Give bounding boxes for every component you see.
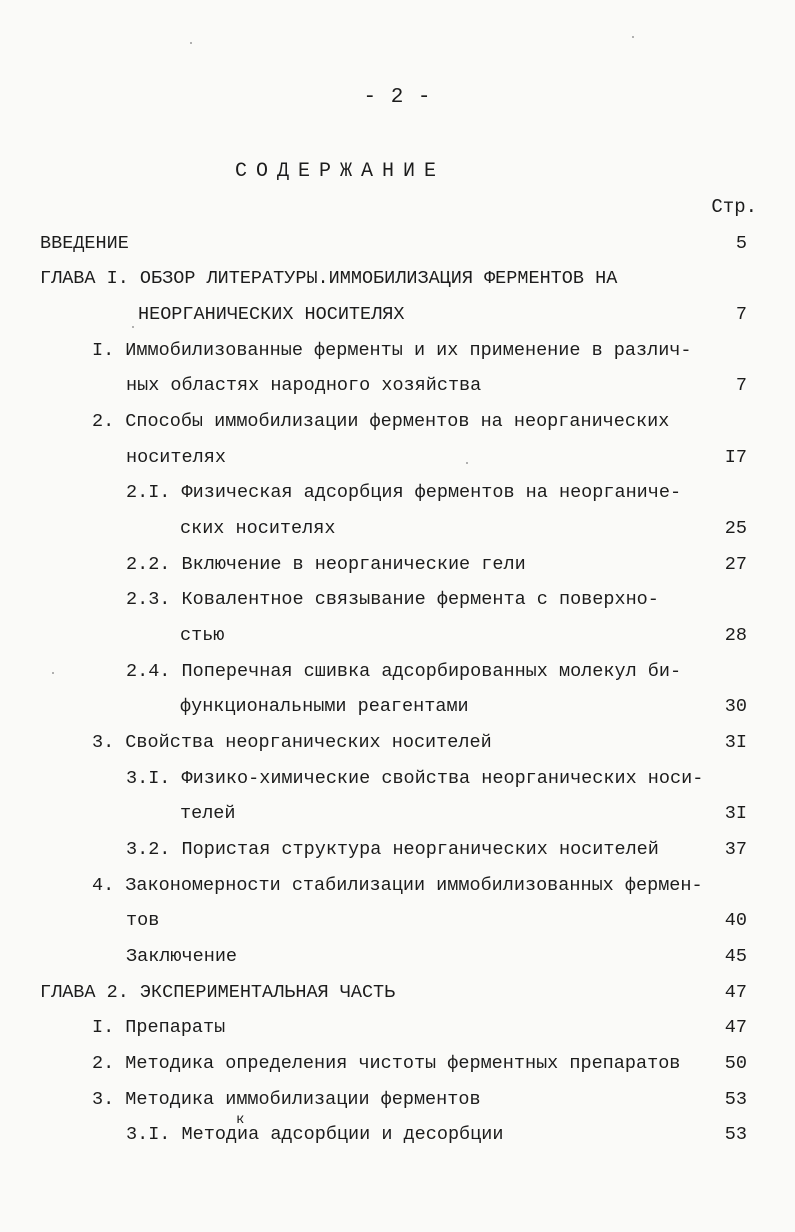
toc-entry-text: носителях (126, 447, 226, 468)
toc-entry-text: I. Иммобилизованные ферменты и их применение в различ- (92, 340, 692, 361)
toc-entry (0, 227, 795, 261)
toc-entry-text: НЕОРГАНИЧЕСКИХ НОСИТЕЛЯХ (138, 304, 405, 325)
toc-entry-text: телей (180, 803, 236, 824)
toc-entry-page: 45 (724, 946, 747, 967)
toc-entry (0, 405, 795, 439)
toc-entry-text: 2.I. Физическая адсорбция ферментов на неорганиче- (126, 482, 682, 503)
toc-entry (0, 940, 795, 974)
toc-entry (0, 512, 795, 546)
scan-speck (52, 672, 54, 674)
page-column-label: Стр. (711, 196, 757, 218)
scan-speck (132, 326, 134, 328)
toc-entry-page: 3I (724, 732, 747, 753)
toc-entry-text: 2. Методика определения чистоты ферментных препаратов (92, 1053, 681, 1074)
toc-entry-text: 2. Способы иммобилизации ферментов на неорганических (92, 411, 670, 432)
scan-speck (190, 42, 192, 44)
toc-entry (0, 904, 795, 938)
toc-entry (0, 619, 795, 653)
toc-entry-page: 27 (724, 554, 747, 575)
toc-entry-text: 2.3. Ковалентное связывание фермента с поверхно- (126, 589, 659, 610)
scan-speck (632, 36, 634, 38)
toc-entry-page: 53 (724, 1124, 747, 1145)
toc-entry-text: I. Препараты (92, 1017, 226, 1038)
toc-entry-text: 3.I. Физико-химические свойства неорганических носи- (126, 768, 704, 789)
toc-entry (0, 476, 795, 510)
toc-entry-page: 3I (724, 803, 747, 824)
toc-entry (0, 762, 795, 796)
toc-entry (0, 369, 795, 403)
toc-entry (0, 655, 795, 689)
toc-entry-text: 3. Свойства неорганических носителей (92, 732, 492, 753)
toc-entry-text: 3.I. Методиа адсорбции и десорбции (126, 1124, 504, 1145)
toc-entry-page: 50 (724, 1053, 747, 1074)
toc-entry-text: ВВЕДЕНИЕ (40, 233, 129, 254)
toc-entry-page: 7 (735, 375, 747, 396)
toc-entry-page: 5 (735, 233, 747, 254)
toc-entry-text: 2.2. Включение в неорганические гели (126, 554, 526, 575)
toc-entry (0, 583, 795, 617)
toc-entry-page: 25 (724, 518, 747, 539)
toc-entry (0, 976, 795, 1010)
toc-entry-text: ГЛАВА I. ОБЗОР ЛИТЕРАТУРЫ.ИММОБИЛИЗАЦИЯ ФЕРМЕНТОВ НА (40, 268, 618, 289)
toc-entry-text: стью (180, 625, 225, 646)
toc-entry (0, 262, 795, 296)
toc-entry-page: 7 (735, 304, 747, 325)
toc-entry-text: функциональными реагентами (180, 696, 469, 717)
toc-entry (0, 1011, 795, 1045)
toc-entry-text: ГЛАВА 2. ЭКСПЕРИМЕНТАЛЬНАЯ ЧАСТЬ (40, 982, 396, 1003)
toc-entry-text: 2.4. Поперечная сшивка адсорбированных молекул би- (126, 661, 682, 682)
toc-entry-page: I7 (724, 447, 747, 468)
toc-entry-page: 30 (724, 696, 747, 717)
toc-entry-text: тов (126, 910, 160, 931)
toc-entry (0, 690, 795, 724)
toc-entry (0, 1118, 795, 1152)
toc-entry (0, 1047, 795, 1081)
toc-entry (0, 726, 795, 760)
toc-entry-page: 37 (724, 839, 747, 860)
toc-entry-page: 47 (724, 982, 747, 1003)
toc-entry-page: 53 (724, 1089, 747, 1110)
toc-entry-page: 40 (724, 910, 747, 931)
page-number: - 2 - (363, 86, 432, 109)
toc-entry (0, 548, 795, 582)
toc-entry (0, 298, 795, 332)
toc-entry (0, 441, 795, 475)
toc-entry-text: 3.2. Пористая структура неорганических носителей (126, 839, 659, 860)
toc-entry-text: 3. Методика иммобилизации ферментов (92, 1089, 481, 1110)
toc-entry-page: 28 (724, 625, 747, 646)
toc-entry (0, 334, 795, 368)
scan-speck (466, 462, 468, 464)
toc-entry (0, 1083, 795, 1117)
toc-entry (0, 869, 795, 903)
handwritten-correction: к (236, 1112, 245, 1128)
toc-entry-text: Заключение (126, 946, 238, 967)
page-title: СОДЕРЖАНИЕ (234, 160, 446, 183)
toc-entry-text: ных областях народного хозяйства (126, 375, 482, 396)
toc-entry (0, 797, 795, 831)
toc-entry-text: 4. Закономерности стабилизации иммобилизованных фермен- (92, 875, 703, 896)
toc-entry (0, 833, 795, 867)
toc-entry-text: ских носителях (180, 518, 336, 539)
toc-entry-page: 47 (724, 1017, 747, 1038)
